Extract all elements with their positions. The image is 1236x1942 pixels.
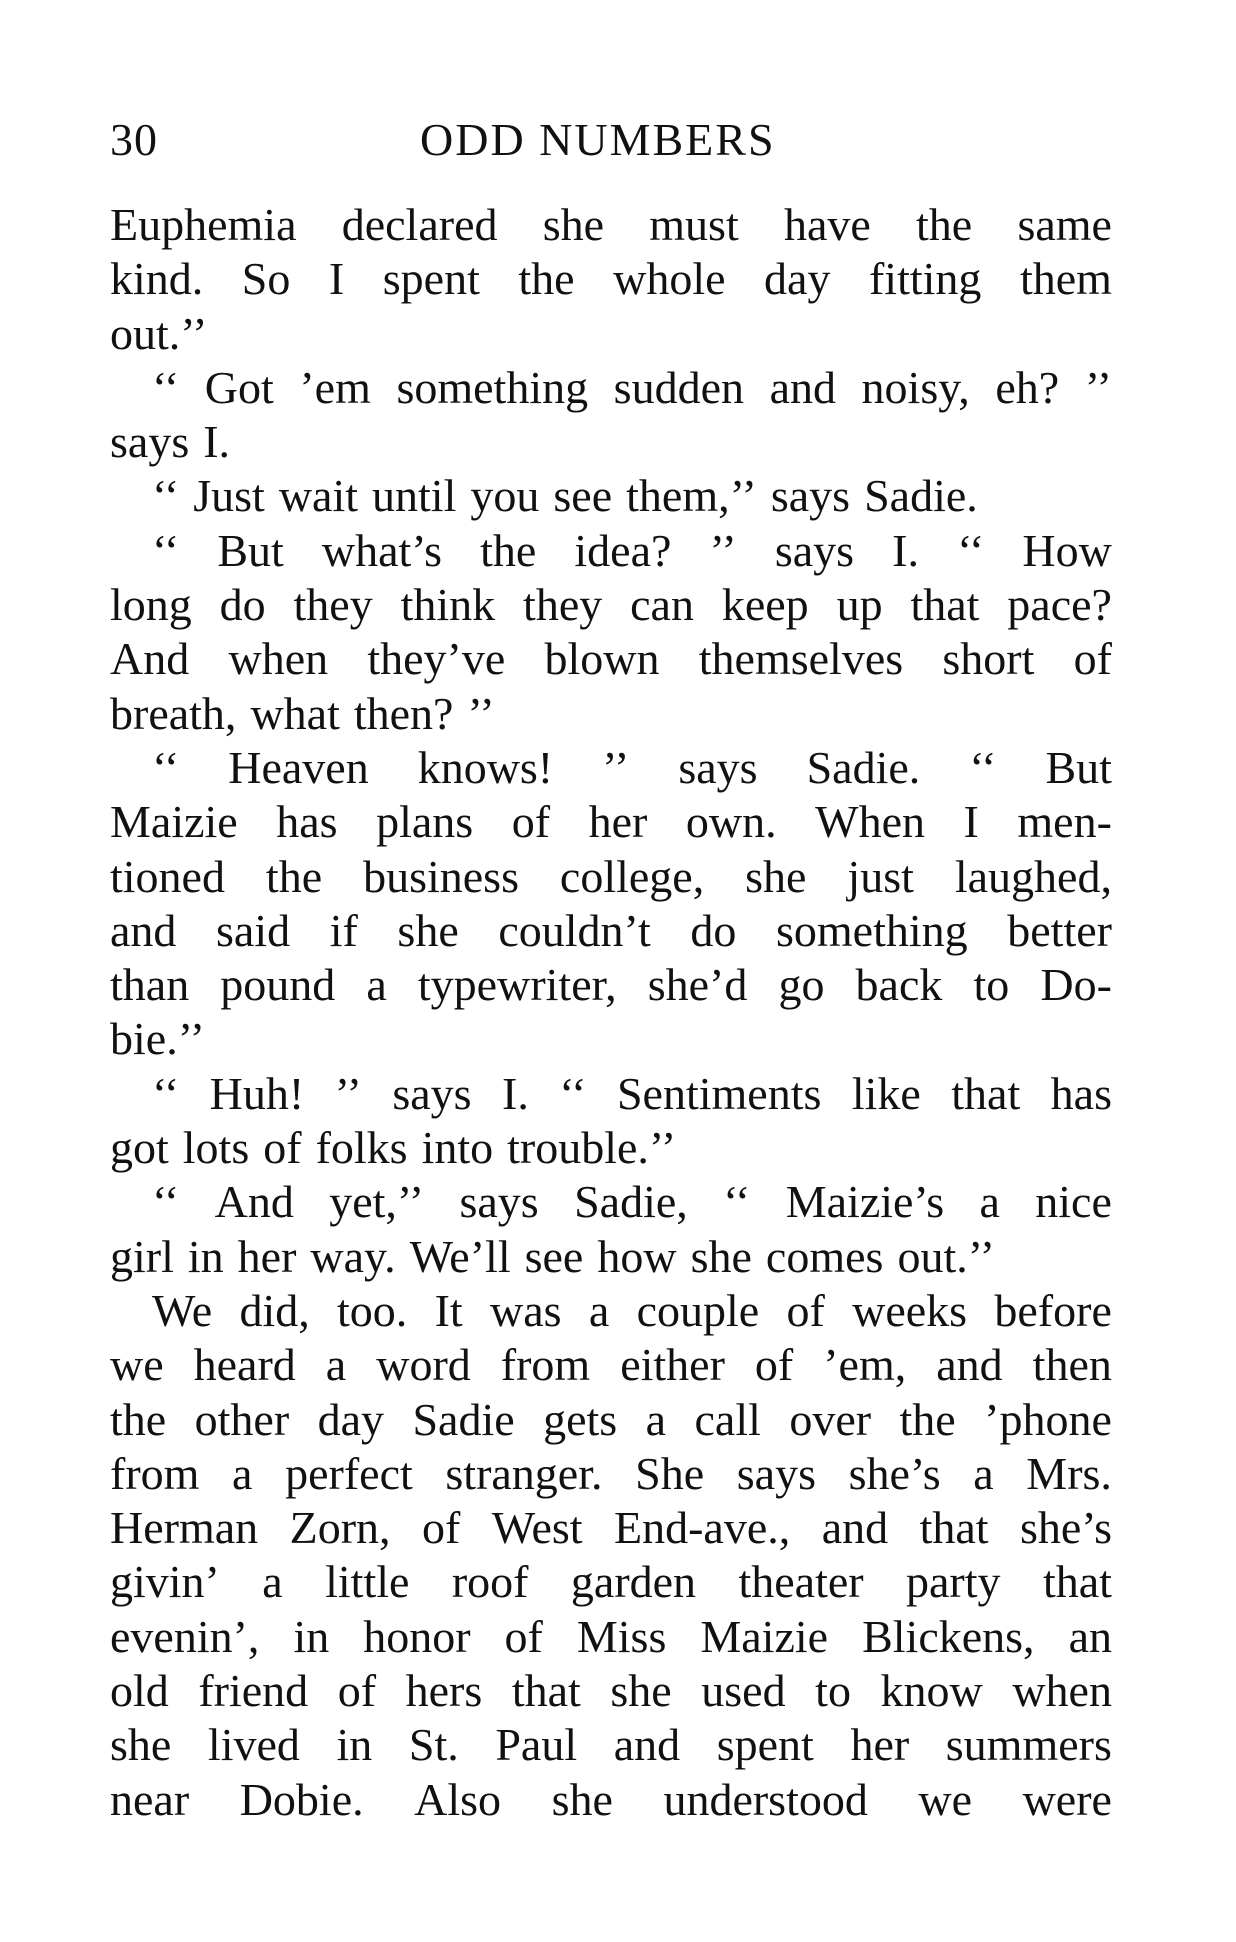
word: idea? [574, 524, 672, 576]
word: I. [502, 1067, 529, 1119]
word: that [919, 1502, 989, 1554]
word: from [110, 1447, 200, 1499]
word: ‘‘ [723, 1176, 751, 1228]
word: says [459, 1176, 539, 1228]
word: ’’ [334, 1067, 362, 1119]
word: and [769, 361, 836, 413]
word: ‘‘ [969, 741, 997, 793]
word: then [1032, 1339, 1112, 1391]
word: business [363, 850, 519, 902]
word: a [325, 1339, 347, 1391]
word: old [110, 1665, 169, 1717]
word: ’phone [984, 1393, 1112, 1445]
word: givin’ [110, 1556, 220, 1608]
word: of [504, 1610, 543, 1662]
word: ‘‘ [152, 524, 180, 576]
word: Do- [1040, 959, 1112, 1011]
word: college, [559, 850, 705, 902]
word: Huh! [209, 1067, 305, 1119]
word: better [1007, 904, 1112, 956]
word: theater [738, 1556, 864, 1608]
word: up [836, 579, 883, 631]
word: to [815, 1665, 851, 1717]
word: kind. [110, 253, 204, 305]
word: when [228, 633, 329, 685]
word: bie.’’ [110, 1013, 205, 1065]
word: ‘‘ [152, 741, 180, 793]
word: ‘‘ [152, 361, 180, 413]
word: that [910, 579, 980, 631]
text-line [110, 198, 1112, 252]
word: says [770, 470, 851, 522]
word: wait [278, 470, 359, 522]
text-line [110, 1121, 1112, 1175]
body-text [110, 198, 1112, 1827]
word: themselves [698, 633, 904, 685]
word: Sentiments [616, 1067, 822, 1119]
word: of [754, 1339, 794, 1391]
word: summers [945, 1719, 1112, 1771]
word: you [470, 470, 540, 522]
word: she’s [848, 1447, 941, 1499]
word: other [194, 1393, 290, 1445]
word: End-ave., [614, 1502, 791, 1554]
word: blown [544, 633, 660, 685]
word: when [1012, 1665, 1112, 1717]
word: And [110, 633, 190, 685]
word: Miss [576, 1610, 667, 1662]
word: the [916, 199, 973, 250]
word: and [821, 1502, 889, 1554]
word: something [396, 361, 589, 413]
text-line [110, 1447, 1112, 1501]
word: of [263, 1122, 302, 1174]
word: nice [1035, 1176, 1112, 1228]
word: they’ve [367, 633, 506, 685]
word: than [110, 959, 190, 1011]
text-line [110, 252, 1112, 306]
word: noisy, [861, 361, 970, 413]
text-line [110, 1773, 1112, 1827]
word: says [110, 416, 190, 468]
word: ’’ [467, 687, 495, 739]
word: pace? [1007, 579, 1112, 631]
running-head [110, 108, 1120, 172]
word: weeks [852, 1284, 968, 1336]
running-title: ODD NUMBERS [420, 114, 776, 165]
word: has [1050, 1067, 1112, 1119]
word: what’s [321, 524, 442, 576]
word: garden [570, 1556, 697, 1608]
word: of [421, 1502, 461, 1554]
word: says [678, 741, 758, 793]
word: then? [353, 687, 454, 739]
word: ‘‘ [152, 470, 180, 522]
word: before [994, 1284, 1112, 1336]
word: Heaven [228, 741, 369, 793]
word: what [250, 687, 340, 739]
word: the [265, 850, 323, 902]
word: hers [405, 1665, 483, 1717]
text-line [110, 1501, 1112, 1555]
word: her [850, 1719, 910, 1771]
text-line [110, 307, 1112, 361]
word: did, [239, 1284, 310, 1336]
word: a [262, 1556, 283, 1608]
word: yet,’’ [329, 1176, 425, 1228]
word: typewriter, [417, 959, 617, 1011]
text-line [110, 1555, 1112, 1609]
word: pound [220, 959, 336, 1011]
word: into [421, 1122, 494, 1174]
word: When [815, 796, 925, 848]
word: see [553, 470, 613, 522]
word: them,’’ [626, 470, 757, 522]
word: Euphemia [110, 199, 297, 250]
word: plans [376, 796, 474, 848]
word: said [216, 904, 291, 956]
word: roof [451, 1556, 529, 1608]
word: evenin’, [110, 1610, 260, 1662]
word: a [979, 1176, 1000, 1228]
word: until [372, 470, 457, 522]
word: a [588, 1284, 610, 1336]
word: near [110, 1773, 190, 1825]
text-line [110, 1718, 1112, 1772]
word: Paul [495, 1719, 578, 1771]
word: like [851, 1067, 921, 1119]
word: spent [382, 253, 480, 305]
word: But [1045, 741, 1112, 793]
word: couple [636, 1284, 760, 1336]
word: in [187, 1230, 224, 1282]
word: St. [408, 1719, 459, 1771]
word: she [542, 199, 605, 250]
word: declared [341, 199, 498, 250]
word: of [337, 1665, 377, 1717]
word: a [645, 1393, 667, 1445]
word: too. [337, 1284, 408, 1336]
word: call [694, 1393, 761, 1445]
word: Maizie’s [785, 1176, 945, 1228]
word: ’’ [709, 524, 737, 576]
word: honor [363, 1610, 471, 1662]
word: she’s [1019, 1502, 1112, 1554]
word: way. [310, 1230, 396, 1282]
word: and [936, 1339, 1003, 1391]
word: has [276, 796, 338, 848]
word: back [855, 959, 943, 1011]
text-line [110, 1175, 1112, 1229]
word: says [774, 524, 855, 576]
word: It [434, 1284, 463, 1336]
text-line [110, 687, 1112, 741]
word: from [500, 1339, 591, 1391]
word: fitting [868, 253, 982, 305]
word: that [951, 1067, 1021, 1119]
word: Maizie [700, 1610, 829, 1662]
word: if [329, 904, 358, 956]
word: her [237, 1230, 297, 1282]
word: either [620, 1339, 725, 1391]
word: in [336, 1719, 373, 1771]
word: were [1022, 1773, 1112, 1825]
word: sudden [613, 361, 744, 413]
word: the [899, 1393, 956, 1445]
word: an [1068, 1610, 1112, 1662]
word: just [847, 850, 914, 902]
word: ’’ [602, 741, 630, 793]
word: spent [716, 1719, 814, 1771]
text-line [110, 1610, 1112, 1664]
word: says [736, 1447, 816, 1499]
word: them [1019, 253, 1112, 305]
text-line [110, 632, 1112, 686]
word: see [524, 1230, 584, 1282]
text-line [110, 1284, 1112, 1338]
word: she [397, 904, 459, 956]
text-line [110, 1664, 1112, 1718]
word: She [635, 1447, 705, 1499]
word: ‘‘ [957, 524, 985, 576]
word: a [232, 1447, 253, 1499]
word: her [588, 796, 648, 848]
word: short [942, 633, 1035, 685]
word: I. [203, 416, 231, 468]
word: day [764, 253, 831, 305]
word: Sadie [412, 1393, 515, 1445]
word: in [293, 1610, 330, 1662]
word: eh? [995, 361, 1060, 413]
word: of [786, 1284, 825, 1336]
text-line [110, 1067, 1112, 1121]
word: tioned [110, 850, 225, 902]
word: long [110, 579, 192, 631]
word: the [518, 253, 575, 305]
word: out.’’ [897, 1230, 995, 1282]
word: breath, [110, 687, 237, 739]
word: ‘‘ [152, 1067, 180, 1119]
word: was [490, 1284, 562, 1336]
word: heard [193, 1339, 296, 1391]
word: she [110, 1719, 172, 1771]
text-line [110, 469, 1112, 523]
word: she [610, 1665, 672, 1717]
word: the [480, 524, 537, 576]
text-line [110, 524, 1112, 578]
word: know [880, 1665, 983, 1717]
word: Sadie, [574, 1176, 688, 1228]
word: Sadie. [864, 470, 978, 522]
word: got [110, 1122, 169, 1174]
word: a [366, 959, 387, 1011]
text-line [110, 1393, 1112, 1447]
word: party [906, 1556, 1001, 1608]
word: And [214, 1176, 294, 1228]
word: she [690, 1230, 752, 1282]
word: ’em, [823, 1339, 907, 1391]
word: we [918, 1773, 973, 1825]
word: Mrs. [1026, 1447, 1112, 1499]
word: they [293, 579, 373, 631]
word: a [973, 1447, 994, 1499]
word: ’’ [1084, 361, 1112, 413]
word: lived [207, 1719, 300, 1771]
word: word [376, 1339, 471, 1391]
word: understood [663, 1773, 868, 1825]
word: says [392, 1067, 472, 1119]
text-line [110, 741, 1112, 795]
word: We [152, 1284, 213, 1336]
word: West [491, 1502, 583, 1554]
word: Herman [110, 1502, 259, 1554]
word: How [1022, 524, 1112, 576]
word: do [690, 904, 737, 956]
word: something [776, 904, 968, 956]
word: same [1017, 199, 1112, 250]
word: day [317, 1393, 385, 1445]
text-line [110, 361, 1112, 415]
word: stranger. [445, 1447, 603, 1499]
word: I [963, 796, 979, 848]
word: of [1073, 633, 1112, 685]
text-line [110, 1230, 1112, 1284]
word: knows! [417, 741, 554, 793]
word: We’ll [409, 1230, 511, 1282]
word: think [400, 579, 496, 631]
word: own. [685, 796, 777, 848]
word: over [789, 1393, 872, 1445]
word: ’em [299, 361, 371, 413]
word: trouble.’’ [507, 1122, 677, 1174]
word: to [973, 959, 1010, 1011]
word: Also [414, 1773, 502, 1825]
word: ‘‘ [152, 1176, 180, 1228]
word: the [110, 1393, 167, 1445]
word: Just [193, 470, 265, 522]
word: go [778, 959, 825, 1011]
word: folks [315, 1122, 408, 1174]
word: I [328, 253, 345, 305]
word: she [745, 850, 807, 902]
word: So [241, 253, 291, 305]
word: used [701, 1665, 786, 1717]
text-line [110, 1012, 1112, 1066]
text-line [110, 1338, 1112, 1392]
word: she’d [647, 959, 748, 1011]
text-line [110, 578, 1112, 632]
word: out.’’ [110, 307, 208, 359]
text-line [110, 415, 1112, 469]
word: couldn’t [498, 904, 651, 956]
word: that [511, 1665, 581, 1717]
word: ‘‘ [559, 1067, 587, 1119]
word: that [1042, 1556, 1112, 1608]
word: men- [1017, 796, 1112, 848]
word: I. [892, 524, 919, 576]
text-line [110, 850, 1112, 904]
word: laughed, [954, 850, 1112, 902]
text-line [110, 958, 1112, 1012]
word: can [630, 579, 694, 631]
word: comes [765, 1230, 884, 1282]
word: must [649, 199, 739, 250]
text-line [110, 795, 1112, 849]
word: of [511, 796, 551, 848]
word: Maizie [110, 796, 238, 848]
word: gets [543, 1393, 618, 1445]
word: Blickens, [862, 1610, 1035, 1662]
word: we [110, 1339, 164, 1391]
word: do [219, 579, 266, 631]
word: perfect [285, 1447, 413, 1499]
word: she [551, 1773, 613, 1825]
word: Dobie. [239, 1773, 364, 1825]
word: Sadie. [806, 741, 921, 793]
word: whole [613, 253, 726, 305]
word: little [325, 1556, 410, 1608]
word: Got [204, 361, 274, 413]
word: lots [182, 1122, 250, 1174]
word: and [613, 1719, 681, 1771]
word: have [783, 199, 871, 250]
word: how [597, 1230, 677, 1282]
word: But [217, 524, 284, 576]
text-line [110, 904, 1112, 958]
word: Zorn, [289, 1502, 391, 1554]
word: keep [721, 579, 809, 631]
word: girl [110, 1230, 174, 1282]
word: they [523, 579, 603, 631]
page-number: 30 [110, 114, 158, 165]
word: and [110, 904, 177, 956]
word: friend [198, 1665, 309, 1717]
